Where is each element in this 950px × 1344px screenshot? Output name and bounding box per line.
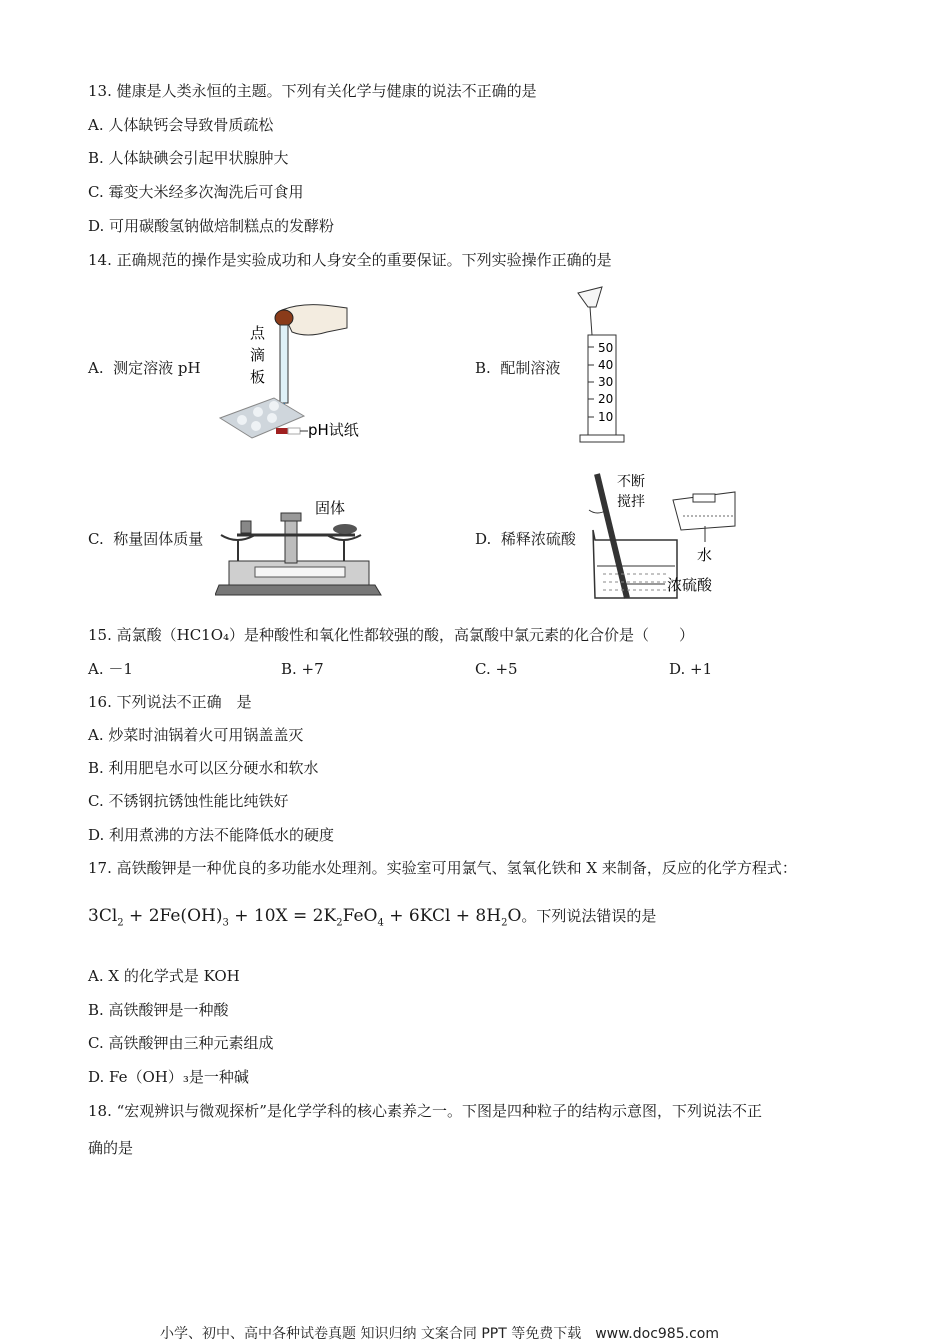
cylinder-figure: [570, 285, 640, 450]
q14-option-d: D. 稀释浓硫酸: [475, 530, 576, 548]
q15-option-b: B. +7: [281, 660, 324, 678]
acid-label: 浓硫酸: [667, 576, 713, 594]
q14-option-c: C. 称量固体质量: [88, 530, 204, 548]
q17-option-b: B. 高铁酸钾是一种酸: [88, 1001, 229, 1019]
stir-label-1: 不断: [617, 474, 645, 490]
q13-option-a: A. 人体缺钙会导致骨质疏松: [88, 116, 274, 134]
q16-stem: 16. 下列说法不正确 是: [88, 693, 252, 711]
solid-label: 固体: [315, 499, 346, 517]
q14-option-a: A. 测定溶液 pH: [88, 359, 201, 377]
spot-plate-label-2: 滴: [250, 346, 266, 364]
cylinder-tick-50: 50: [598, 341, 614, 355]
q17-stem-tail: 。下列说法错误的是: [521, 907, 657, 925]
q13-option-b: B. 人体缺碘会引起甲状腺肿大: [88, 149, 289, 167]
dilution-figure: [585, 470, 760, 605]
page-footer: 小学、初中、高中各种试卷真题 知识归纳 文案合同 PPT 等免费下载 www.doc985.com: [160, 1326, 719, 1342]
q13-option-c: C. 霉变大米经多次淘洗后可食用: [88, 183, 304, 201]
ph-paper-label: pH试纸: [308, 421, 359, 439]
q18-stem-line2: 确的是: [88, 1139, 134, 1157]
spot-plate-label-3: 板: [250, 368, 266, 386]
q17-option-a: A. X 的化学式是 KOH: [88, 967, 240, 985]
q16-option-d: D. 利用煮沸的方法不能降低水的硬度: [88, 826, 335, 844]
q14-stem: 14. 正确规范的操作是实验成功和人身安全的重要保证。下列实验操作正确的是: [88, 251, 612, 269]
q17-option-c: C. 高铁酸钾由三种元素组成: [88, 1034, 274, 1052]
cylinder-tick-30: 30: [598, 375, 614, 389]
q13-stem: 13. 健康是人类永恒的主题。下列有关化学与健康的说法不正确的是: [88, 82, 537, 100]
q15-option-d: D. +1: [669, 660, 713, 678]
q16-option-b: B. 利用肥皂水可以区分硬水和软水: [88, 759, 319, 777]
q13-option-d: D. 可用碳酸氢钠做焙制糕点的发酵粉: [88, 217, 335, 235]
q18-stem-line1: 18. “宏观辨识与微观探析”是化学学科的核心素养之一。下图是四种粒子的结构示意图，下列说法不正: [88, 1102, 762, 1120]
q16-option-c: C. 不锈钢抗锈蚀性能比纯铁好: [88, 792, 289, 810]
q15-stem: 15. 高氯酸（HC1O₄）是种酸性和氧化性都较强的酸，高氯酸中氯元素的化合价是（ ）: [88, 626, 695, 644]
q17-equation: $3Cl_2 + 2Fe(OH)_3 + 10X = 2K_2FeO_4 + 6KCl + 8H_2O$。下列说法错误的是: [88, 906, 657, 929]
spot-plate-label-1: 点: [250, 324, 266, 342]
cylinder-tick-40: 40: [598, 358, 614, 372]
ph-test-figure: [212, 298, 372, 448]
stir-label-2: 搅拌: [617, 494, 645, 510]
q17-stem: 17. 高铁酸钾是一种优良的多功能水处理剂。实验室可用氯气、氢氧化铁和 X 来制备，反应的化学方程式：: [88, 859, 797, 877]
cylinder-tick-10: 10: [598, 410, 614, 424]
q17-option-d: D. Fe（OH）₃是一种碱: [88, 1068, 249, 1086]
q14-option-b: B. 配制溶液: [475, 359, 561, 377]
q16-option-a: A. 炒菜时油锅着火可用锅盖盖灭: [88, 726, 304, 744]
q15-option-a: A. －1: [88, 660, 133, 678]
q15-option-c: C. +5: [475, 660, 518, 678]
balance-figure: [215, 495, 385, 603]
cylinder-tick-20: 20: [598, 392, 614, 406]
water-label: 水: [697, 546, 713, 564]
